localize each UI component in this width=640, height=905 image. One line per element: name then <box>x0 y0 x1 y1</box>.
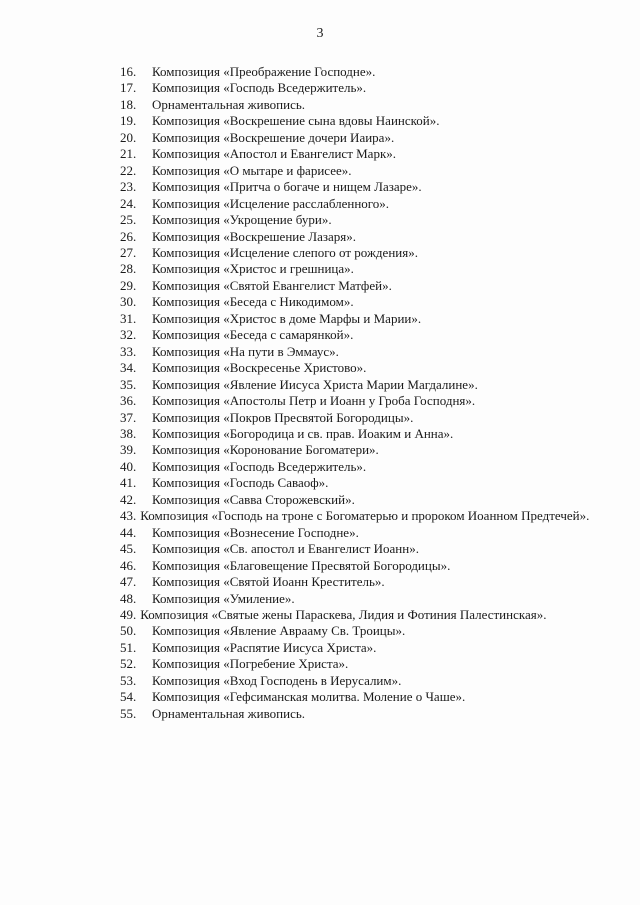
item-number: 23. <box>120 179 137 195</box>
list-item <box>120 525 590 541</box>
item-number: 54. <box>120 689 137 705</box>
item-number: 32. <box>120 327 137 343</box>
list-item <box>120 607 590 623</box>
list-item <box>120 393 590 409</box>
item-number: 44. <box>120 524 137 540</box>
list-item <box>120 327 590 343</box>
list-item <box>120 278 590 294</box>
item-text: Композиция «Святой Евангелист Матфей». <box>152 277 392 293</box>
list-item <box>120 163 590 179</box>
list-item <box>120 64 590 80</box>
item-text: Орнаментальная живопись. <box>152 705 306 721</box>
item-number: 29. <box>120 277 137 293</box>
item-text: Композиция «Св. апостол и Евангелист Иоанн». <box>152 541 419 557</box>
list-item <box>120 377 590 393</box>
item-number: 45. <box>120 541 137 557</box>
item-number: 39. <box>120 442 137 458</box>
item-number: 31. <box>120 310 137 326</box>
item-text: Композиция «Христос и грешница». <box>152 261 354 277</box>
item-text: Композиция «Притча о богаче и нищем Лазаре». <box>152 179 422 195</box>
list-item <box>120 541 590 557</box>
list-item <box>120 261 590 277</box>
item-text: Композиция «Апостолы Петр и Иоанн у Гроба Господня». <box>152 393 476 409</box>
item-text: Композиция «Преображение Господне». <box>152 64 376 79</box>
item-number: 35. <box>120 376 137 392</box>
list-item <box>120 344 590 360</box>
item-text: Композиция «Укрощение бури». <box>152 212 332 228</box>
item-text: Композиция «Савва Сторожевский». <box>152 491 355 507</box>
item-number: 55. <box>120 705 137 721</box>
list-item <box>120 475 590 491</box>
item-text: Композиция «Явление Аврааму Св. Троицы». <box>152 623 406 639</box>
item-number: 16. <box>120 64 137 79</box>
item-text: Композиция «Явление Иисуса Христа Марии Магдалине». <box>152 376 478 392</box>
list-item <box>120 212 590 228</box>
item-number: 47. <box>120 574 137 590</box>
item-number: 53. <box>120 672 137 688</box>
item-number: 41. <box>120 475 137 491</box>
list-item <box>120 574 590 590</box>
item-number: 28. <box>120 261 137 277</box>
list-item <box>120 245 590 261</box>
item-number: 37. <box>120 409 137 425</box>
item-text: Композиция «Христос в доме Марфы и Марии». <box>152 310 422 326</box>
list-item <box>120 196 590 212</box>
list-item <box>120 113 590 129</box>
item-number: 42. <box>120 491 137 507</box>
item-number: 52. <box>120 656 137 672</box>
item-number: 20. <box>120 129 137 145</box>
list-item <box>120 673 590 689</box>
item-text: Композиция «Воскрешение Лазаря». <box>152 228 356 244</box>
item-number: 49. <box>120 606 137 622</box>
item-number: 24. <box>120 195 137 211</box>
item-text: Композиция «Святой Иоанн Креститель». <box>152 574 385 590</box>
list-item <box>120 459 590 475</box>
list-item <box>120 442 590 458</box>
item-text: Композиция «Господь Вседержитель». <box>152 80 367 96</box>
item-number: 19. <box>120 113 137 129</box>
list-item <box>120 640 590 656</box>
item-text: Композиция «Беседа с самарянкой». <box>152 327 354 343</box>
item-number: 27. <box>120 244 137 260</box>
item-text: Композиция «Святые жены Параскева, Лидия и Фотиния Палестинская». <box>140 606 547 622</box>
item-text: Композиция «О мытаре и фарисее». <box>152 162 352 178</box>
item-number: 43. <box>120 508 137 524</box>
item-text: Композиция «Воскрешение сына вдовы Наинской». <box>152 113 440 129</box>
item-text: Композиция «Беседа с Никодимом». <box>152 294 354 310</box>
item-text: Композиция «Исцеление расслабленного». <box>152 195 390 211</box>
list-item <box>120 179 590 195</box>
list-item <box>120 130 590 146</box>
page-number: 3 <box>316 26 324 41</box>
list-item <box>120 508 590 524</box>
item-text: Композиция «Погребение Христа». <box>152 656 349 672</box>
item-number: 22. <box>120 162 137 178</box>
list-item <box>120 311 590 327</box>
list-item <box>120 656 590 672</box>
item-text: Композиция «Благовещение Пресвятой Богородицы». <box>152 557 451 573</box>
list-item <box>120 410 590 426</box>
list-item <box>120 492 590 508</box>
item-number: 48. <box>120 590 137 606</box>
item-number: 46. <box>120 557 137 573</box>
list-item <box>120 623 590 639</box>
item-text: Композиция «Господь Саваоф». <box>152 475 329 491</box>
list-item <box>120 426 590 442</box>
compositions-list <box>120 64 590 722</box>
item-text: Композиция «Вознесение Господне». <box>152 524 359 540</box>
item-text: Композиция «Воскресенье Христово». <box>152 360 367 376</box>
item-text: Композиция «Воскрешение дочери Иаира». <box>152 129 395 145</box>
item-text: Композиция «Коронование Богоматери». <box>152 442 379 458</box>
item-text: Композиция «Покров Пресвятой Богородицы». <box>152 409 414 425</box>
item-text: Композиция «Гефсиманская молитва. Моление о Чаше». <box>152 689 466 705</box>
item-number: 25. <box>120 212 137 228</box>
item-number: 30. <box>120 294 137 310</box>
item-number: 21. <box>120 146 137 162</box>
list-item <box>120 689 590 705</box>
item-text: Композиция «Распятие Иисуса Христа». <box>152 639 377 655</box>
list-item <box>120 360 590 376</box>
item-number: 36. <box>120 393 137 409</box>
item-number: 50. <box>120 623 137 639</box>
item-number: 40. <box>120 458 137 474</box>
item-number: 51. <box>120 639 137 655</box>
list-item <box>120 294 590 310</box>
list-item <box>120 80 590 96</box>
list-item <box>120 591 590 607</box>
item-text: Композиция «Вход Господень в Иерусалим». <box>152 672 402 688</box>
item-number: 33. <box>120 343 137 359</box>
item-number: 38. <box>120 425 137 441</box>
item-number: 26. <box>120 228 137 244</box>
item-number: 18. <box>120 96 137 112</box>
item-text: Композиция «Апостол и Евангелист Марк». <box>152 146 397 162</box>
item-text: Композиция «На пути в Эммаус». <box>152 343 339 359</box>
list-item <box>120 97 590 113</box>
list-item <box>120 146 590 162</box>
item-text: Орнаментальная живопись. <box>152 96 306 112</box>
list-item <box>120 229 590 245</box>
item-number: 17. <box>120 80 137 96</box>
item-text: Композиция «Исцеление слепого от рождения». <box>152 244 418 260</box>
item-text: Композиция «Умиление». <box>152 590 295 606</box>
item-text: Композиция «Господь Вседержитель». <box>152 458 367 474</box>
list-item <box>120 706 590 722</box>
item-text: Композиция «Господь на троне с Богоматерью и пророком Иоанном Предтечей». <box>140 508 590 524</box>
item-text: Композиция «Богородица и св. прав. Иоаким и Анна». <box>152 425 454 441</box>
list-item <box>120 558 590 574</box>
item-number: 34. <box>120 360 137 376</box>
